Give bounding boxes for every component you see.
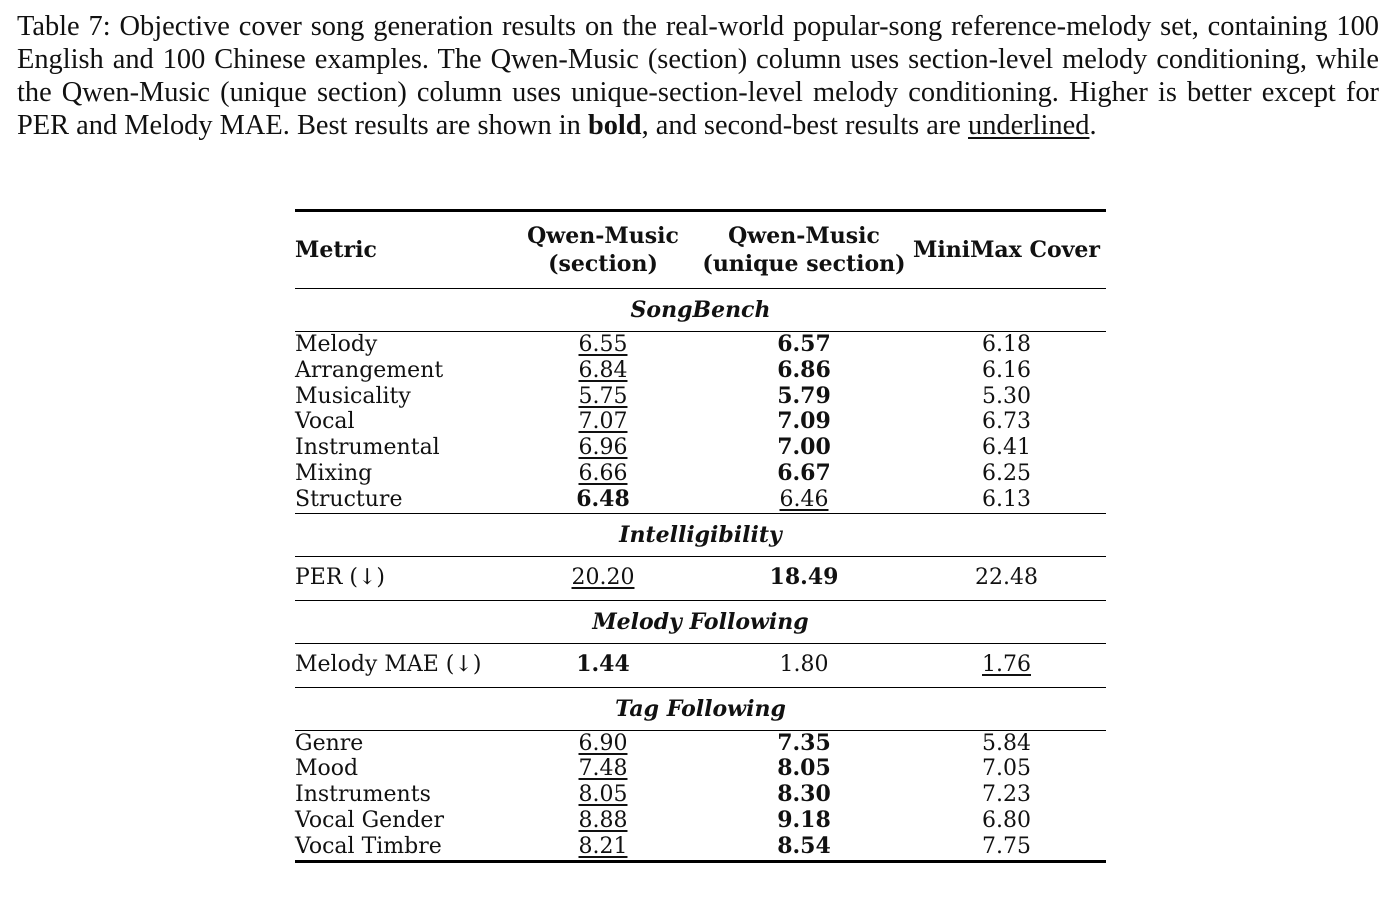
metric-value: 6.46 (779, 486, 829, 512)
section-header-row (295, 289, 1106, 332)
metric-value: 5.79 (777, 382, 831, 409)
metric-value: 7.35 (777, 729, 831, 756)
table-caption (17, 10, 1379, 142)
metric-value: 18.49 (769, 564, 839, 591)
metric-value: 1.44 (576, 651, 630, 678)
metric-value-cell (701, 556, 907, 600)
header-qwen-unique-line1: Qwen-Music (728, 223, 880, 249)
metric-value-cell (505, 556, 701, 600)
table-row (295, 384, 1106, 410)
table-row (295, 332, 1106, 358)
metric-value-cell (907, 782, 1106, 808)
metric-value-cell (701, 808, 907, 834)
table-row (295, 556, 1106, 600)
metric-name: Arrangement (295, 357, 444, 383)
metric-value-cell (505, 332, 701, 358)
metric-name: Vocal Gender (295, 807, 444, 833)
metric-name: Mixing (295, 460, 373, 486)
section-title: Tag Following (615, 695, 786, 722)
metric-value-cell (907, 834, 1106, 861)
metric-value-cell (505, 834, 701, 861)
metric-value: 5.30 (982, 383, 1031, 409)
metric-value-cell (701, 332, 907, 358)
metric-value-cell (907, 808, 1106, 834)
table-row (295, 643, 1106, 687)
metric-value-cell (907, 384, 1106, 410)
metric-value-cell (505, 461, 701, 487)
metric-value: 8.05 (578, 782, 628, 808)
metric-name: Instrumental (295, 435, 440, 461)
metric-value-cell (907, 461, 1106, 487)
metric-name: Melody MAE (↓) (295, 652, 482, 678)
metric-name: Vocal (295, 409, 355, 435)
metric-value-cell (505, 756, 701, 782)
metric-value-cell (701, 358, 907, 384)
metric-value: 6.73 (982, 409, 1031, 435)
metric-value-cell (701, 461, 907, 487)
metric-value: 6.13 (982, 486, 1031, 512)
metric-value: 6.84 (578, 357, 628, 383)
metric-value: 8.05 (777, 755, 831, 782)
caption-label: Table 7: (17, 11, 111, 42)
header-qwen-section-line2: (section) (548, 251, 658, 277)
metric-value: 7.00 (777, 434, 831, 461)
metric-name: Genre (295, 730, 364, 756)
metric-name: Instruments (295, 782, 431, 808)
metric-value-cell (505, 808, 701, 834)
metric-name: Mood (295, 756, 359, 782)
metric-value: 8.54 (777, 832, 831, 859)
metric-value-cell (505, 435, 701, 461)
metric-value-cell (907, 332, 1106, 358)
caption-text-2: , and second-best results are (641, 110, 961, 142)
caption-bold-word: bold (587, 110, 642, 142)
metric-value-cell (505, 487, 701, 513)
metric-value-cell (907, 643, 1106, 687)
metric-value: 7.75 (982, 833, 1031, 859)
table-row (295, 461, 1106, 487)
metric-value-cell (505, 358, 701, 384)
metric-value: 8.21 (578, 833, 628, 859)
header-qwen-unique-line2: (unique section) (702, 251, 906, 277)
table-row (295, 730, 1106, 756)
metric-value: 5.75 (578, 383, 628, 409)
metric-value-cell (907, 409, 1106, 435)
metric-value: 22.48 (975, 565, 1038, 591)
metric-value: 1.80 (779, 652, 829, 678)
table-row (295, 409, 1106, 435)
header-metric: Metric (295, 237, 377, 263)
metric-value-cell (701, 756, 907, 782)
table-row (295, 808, 1106, 834)
table-row (295, 756, 1106, 782)
metric-value: 7.05 (982, 756, 1031, 782)
metric-value: 7.07 (578, 409, 628, 435)
metric-value-cell (907, 358, 1106, 384)
section-header-row (295, 687, 1106, 730)
metric-value: 6.67 (777, 459, 831, 486)
metric-value-cell (907, 730, 1106, 756)
metric-value-cell (907, 487, 1106, 513)
table-row (295, 435, 1106, 461)
section-header-row (295, 600, 1106, 643)
caption-text-1: Objective cover song generation results on the real-world popular-song reference-melody set, containing 100 English and 100 Chinese examples. The Qwen-Music (section) column uses section-level melody conditioning, while the Qwen-Music (unique section) column uses unique-section-level melody conditioning. Higher is better except for PER and Melody MAE. Best results are shown in (17, 11, 1379, 142)
metric-value: 8.30 (777, 781, 831, 808)
metric-value: 7.23 (982, 782, 1031, 808)
metric-value: 5.84 (982, 730, 1031, 756)
table-row (295, 834, 1106, 861)
metric-value-cell (701, 435, 907, 461)
metric-value-cell (701, 384, 907, 410)
caption-underline-word: underlined (968, 110, 1090, 142)
metric-value: 6.55 (578, 332, 628, 357)
section-title: Intelligibility (619, 521, 782, 548)
section-title: SongBench (630, 297, 771, 323)
metric-value-cell (505, 384, 701, 410)
header-row (295, 211, 1106, 289)
metric-value-cell (701, 834, 907, 861)
table-row (295, 358, 1106, 384)
metric-value: 9.18 (777, 806, 831, 833)
metric-value-cell (907, 756, 1106, 782)
header-qwen-unique-section (701, 211, 907, 289)
metric-value: 6.96 (578, 435, 628, 461)
metric-value-cell (505, 643, 701, 687)
metric-name: Vocal Timbre (295, 833, 442, 859)
metric-name: PER (↓) (295, 565, 386, 591)
metric-value: 6.41 (982, 435, 1031, 461)
metric-value: 6.25 (982, 460, 1031, 486)
metric-value-cell (907, 435, 1106, 461)
metric-value: 6.80 (982, 807, 1031, 833)
metric-value: 6.18 (982, 332, 1031, 357)
metric-value: 6.90 (578, 730, 628, 756)
metric-value: 6.16 (982, 357, 1031, 383)
metric-value-cell (701, 643, 907, 687)
table-row (295, 782, 1106, 808)
metric-value: 20.20 (571, 565, 635, 591)
metric-value-cell (907, 556, 1106, 600)
metric-value-cell (505, 730, 701, 756)
metric-value: 7.09 (777, 408, 831, 435)
metric-value-cell (701, 487, 907, 513)
metric-name: Melody (295, 332, 378, 357)
metric-value: 6.66 (578, 460, 628, 486)
metric-value-cell (701, 730, 907, 756)
metric-value: 7.48 (578, 756, 628, 782)
metric-value-cell (701, 409, 907, 435)
metric-name: Structure (295, 486, 403, 512)
header-qwen-section (505, 211, 701, 289)
table-row (295, 487, 1106, 513)
caption-text-3: . (1089, 110, 1097, 142)
metric-value: 6.48 (576, 485, 630, 512)
header-minimax-cover: MiniMax Cover (913, 237, 1100, 263)
results-table (295, 209, 1106, 863)
metric-value-cell (505, 782, 701, 808)
metric-value: 6.57 (777, 331, 831, 357)
metric-value-cell (701, 782, 907, 808)
header-qwen-section-line1: Qwen-Music (527, 223, 679, 249)
section-header-row (295, 513, 1106, 556)
metric-name: Musicality (295, 383, 411, 409)
table-body (295, 289, 1106, 862)
metric-value: 8.88 (578, 807, 628, 833)
metric-value-cell (505, 409, 701, 435)
metric-value: 6.86 (777, 356, 831, 383)
section-title: Melody Following (592, 608, 809, 635)
metric-value: 1.76 (982, 652, 1031, 678)
